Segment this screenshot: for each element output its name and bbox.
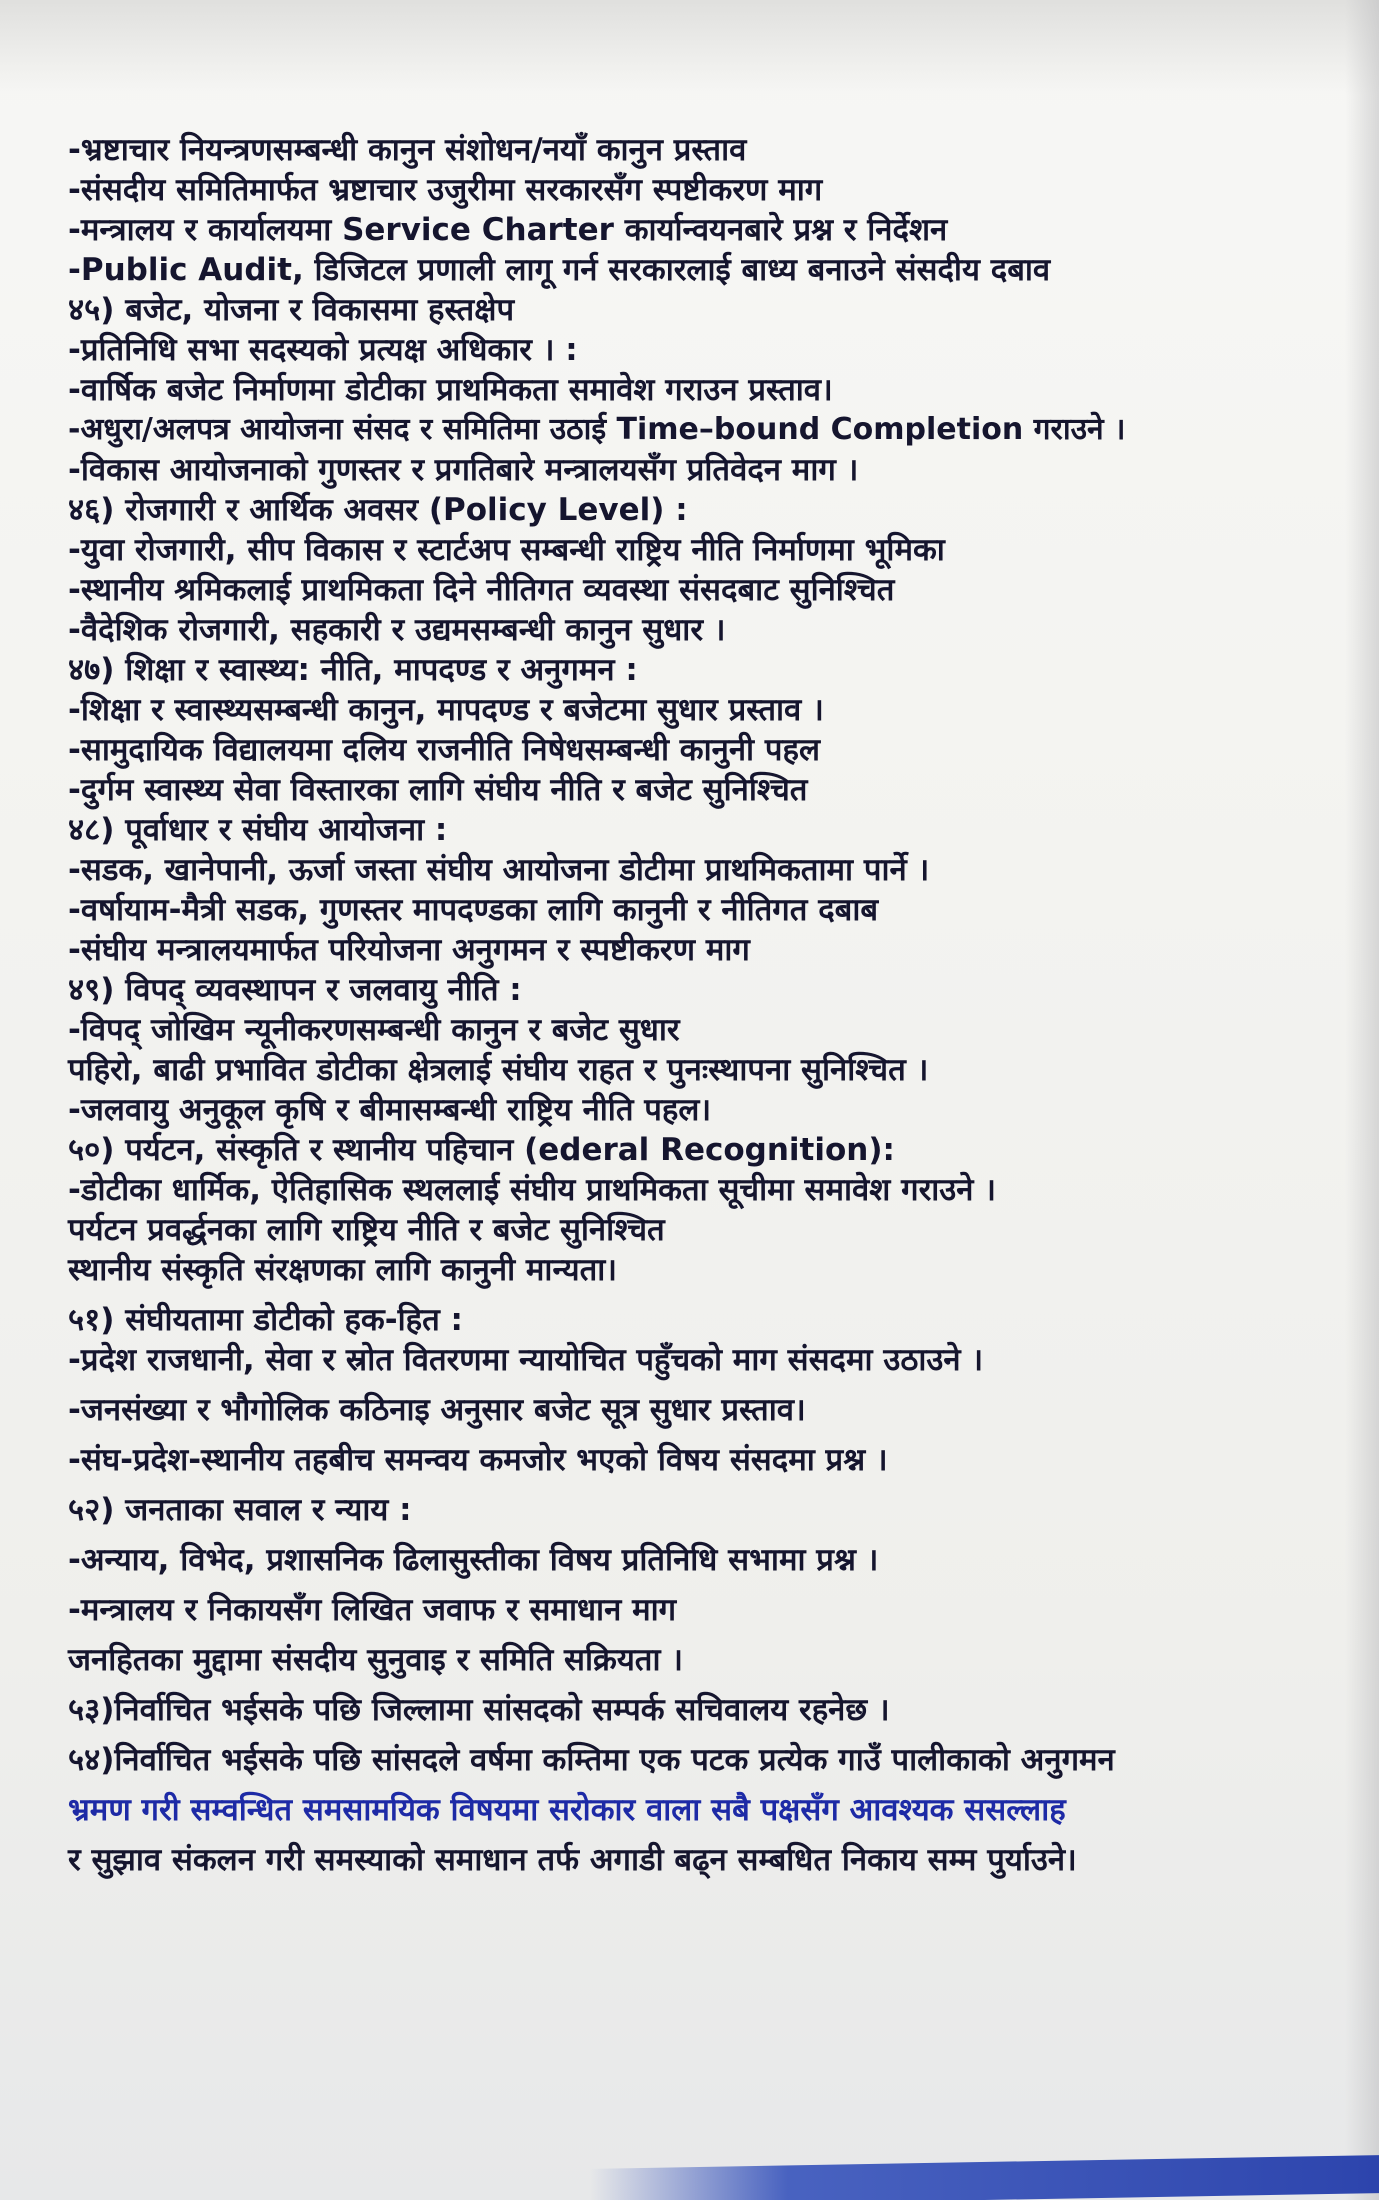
text-line: -वार्षिक बजेट निर्माणमा डोटीका प्राथमिकता समावेश गराउन प्रस्ताव। — [68, 372, 833, 408]
text-line: स्थानीय संस्कृति संरक्षणका लागि कानुनी मान्यता। — [68, 1252, 618, 1288]
text-line: -सामुदायिक विद्यालयमा दलिय राजनीति निषेधसम्बन्धी कानुनी पहल — [68, 732, 820, 768]
text-line: -युवा रोजगारी, सीप विकास र स्टार्टअप सम्बन्धी राष्ट्रिय नीति निर्माणमा भूमिका — [68, 532, 945, 568]
text-line: पर्यटन प्रवर्द्धनका लागि राष्ट्रिय नीति र बजेट सुनिश्चित — [68, 1212, 665, 1248]
text-line: -विपद् जोखिम न्यूनीकरणसम्बन्धी कानुन र बजेट सुधार — [68, 1012, 680, 1048]
page-right-edge-shadow — [1345, 0, 1379, 2200]
text-line: -अधुरा/अलपत्र आयोजना संसद र समितिमा उठाई Time–bound Completion गराउने । — [68, 412, 1126, 447]
text-line: -Public Audit, डिजिटल प्रणाली लागू गर्न सरकारलाई बाध्य बनाउने संसदीय दबाव — [68, 252, 1051, 288]
text-line: भ्रमण गरी सम्वन्धित समसामयिक विषयमा सरोकार वाला सबै पक्षसँग आवश्यक ससल्लाह — [68, 1792, 1066, 1828]
section-heading-50: ५०) पर्यटन, संस्कृति र स्थानीय पहिचान (ederal Recognition): — [68, 1132, 895, 1168]
section-heading-54: ५४)निर्वाचित भईसके पछि सांसदले वर्षमा कम्तिमा एक पटक प्रत्येक गाउँ पालीकाको अनुगमन — [68, 1742, 1115, 1778]
text-line: -मन्त्रालय र कार्यालयमा Service Charter कार्यान्वयनबारे प्रश्न र निर्देशन — [68, 212, 948, 248]
text-line: -संसदीय समितिमार्फत भ्रष्टाचार उजुरीमा सरकारसँग स्पष्टीकरण माग — [68, 172, 823, 208]
text-line: -प्रदेश राजधानी, सेवा र स्रोत वितरणमा न्यायोचित पहुँचको माग संसदमा उठाउने । — [68, 1342, 984, 1378]
bottom-blue-stripe — [590, 2155, 1379, 2200]
text-line: -सडक, खानेपानी, ऊर्जा जस्ता संघीय आयोजना डोटीमा प्राथमिकतामा पार्ने । — [68, 852, 930, 888]
section-heading-47: ४७) शिक्षा र स्वास्थ्य: नीति, मापदण्ड र अनुगमन : — [68, 652, 638, 688]
text-line: -जलवायु अनुकूल कृषि र बीमासम्बन्धी राष्ट्रिय नीति पहल। — [68, 1092, 712, 1128]
section-heading-52: ५२) जनताका सवाल र न्याय : — [68, 1492, 412, 1528]
section-heading-53: ५३)निर्वाचित भईसके पछि जिल्लामा सांसदको सम्पर्क सचिवालय रहनेछ । — [68, 1692, 890, 1728]
text-line: -वर्षायाम-मैत्री सडक, गुणस्तर मापदण्डका लागि कानुनी र नीतिगत दबाब — [68, 892, 879, 928]
text-line: -डोटीका धार्मिक, ऐतिहासिक स्थललाई संघीय प्राथमिकता सूचीमा समावेश गराउने । — [68, 1172, 997, 1208]
text-line: -प्रतिनिधि सभा सदस्यको प्रत्यक्ष अधिकार । : — [68, 332, 578, 368]
text-line: -दुर्गम स्वास्थ्य सेवा विस्तारका लागि संघीय नीति र बजेट सुनिश्चित — [68, 772, 808, 808]
section-heading-46: ४६) रोजगारी र आर्थिक अवसर (Policy Level) : — [68, 492, 688, 528]
text-line: -भ्रष्टाचार नियन्त्रणसम्बन्धी कानुन संशोधन/नयाँ कानुन प्रस्ताव — [68, 132, 747, 168]
section-heading-51: ५१) संघीयतामा डोटीको हक-हित : — [68, 1302, 463, 1338]
text-line: -संघीय मन्त्रालयमार्फत परियोजना अनुगमन र स्पष्टीकरण माग — [68, 932, 750, 968]
page-top-shadow — [0, 0, 1379, 95]
text-line: -मन्त्रालय र निकायसँग लिखित जवाफ र समाधान माग — [68, 1592, 677, 1628]
section-heading-49: ४९) विपद् व्यवस्थापन र जलवायु नीति : — [68, 972, 522, 1008]
text-line: -अन्याय, विभेद, प्रशासनिक ढिलासुस्तीका विषय प्रतिनिधि सभामा प्रश्न । — [68, 1542, 879, 1578]
text-line: -शिक्षा र स्वास्थ्यसम्बन्धी कानुन, मापदण्ड र बजेटमा सुधार प्रस्ताव । — [68, 692, 824, 728]
text-line: पहिरो, बाढी प्रभावित डोटीका क्षेत्रलाई संघीय राहत र पुनःस्थापना सुनिश्चित । — [68, 1052, 929, 1088]
text-line: जनहितका मुद्दामा संसदीय सुनुवाइ र समिति सक्रियता । — [68, 1642, 684, 1678]
text-line: -स्थानीय श्रमिकलाई प्राथमिकता दिने नीतिगत व्यवस्था संसदबाट सुनिश्चित — [68, 572, 895, 608]
text-line: -जनसंख्या र भौगोलिक कठिनाइ अनुसार बजेट सूत्र सुधार प्रस्ताव। — [68, 1392, 806, 1428]
text-line: -संघ-प्रदेश-स्थानीय तहबीच समन्वय कमजोर भएको विषय संसदमा प्रश्न । — [68, 1442, 888, 1478]
section-heading-48: ४८) पूर्वाधार र संघीय आयोजना : — [68, 812, 448, 848]
text-line: र सुझाव संकलन गरी समस्याको समाधान तर्फ अगाडी बढ्न सम्बधित निकाय सम्म पुर्याउने। — [68, 1842, 1077, 1878]
text-line: -वैदेशिक रोजगारी, सहकारी र उद्यमसम्बन्धी कानुन सुधार । — [68, 612, 726, 648]
section-heading-45: ४५) बजेट, योजना र विकासमा हस्तक्षेप — [68, 292, 515, 328]
text-line: -विकास आयोजनाको गुणस्तर र प्रगतिबारे मन्त्रालयसँग प्रतिवेदन माग । — [68, 452, 859, 488]
